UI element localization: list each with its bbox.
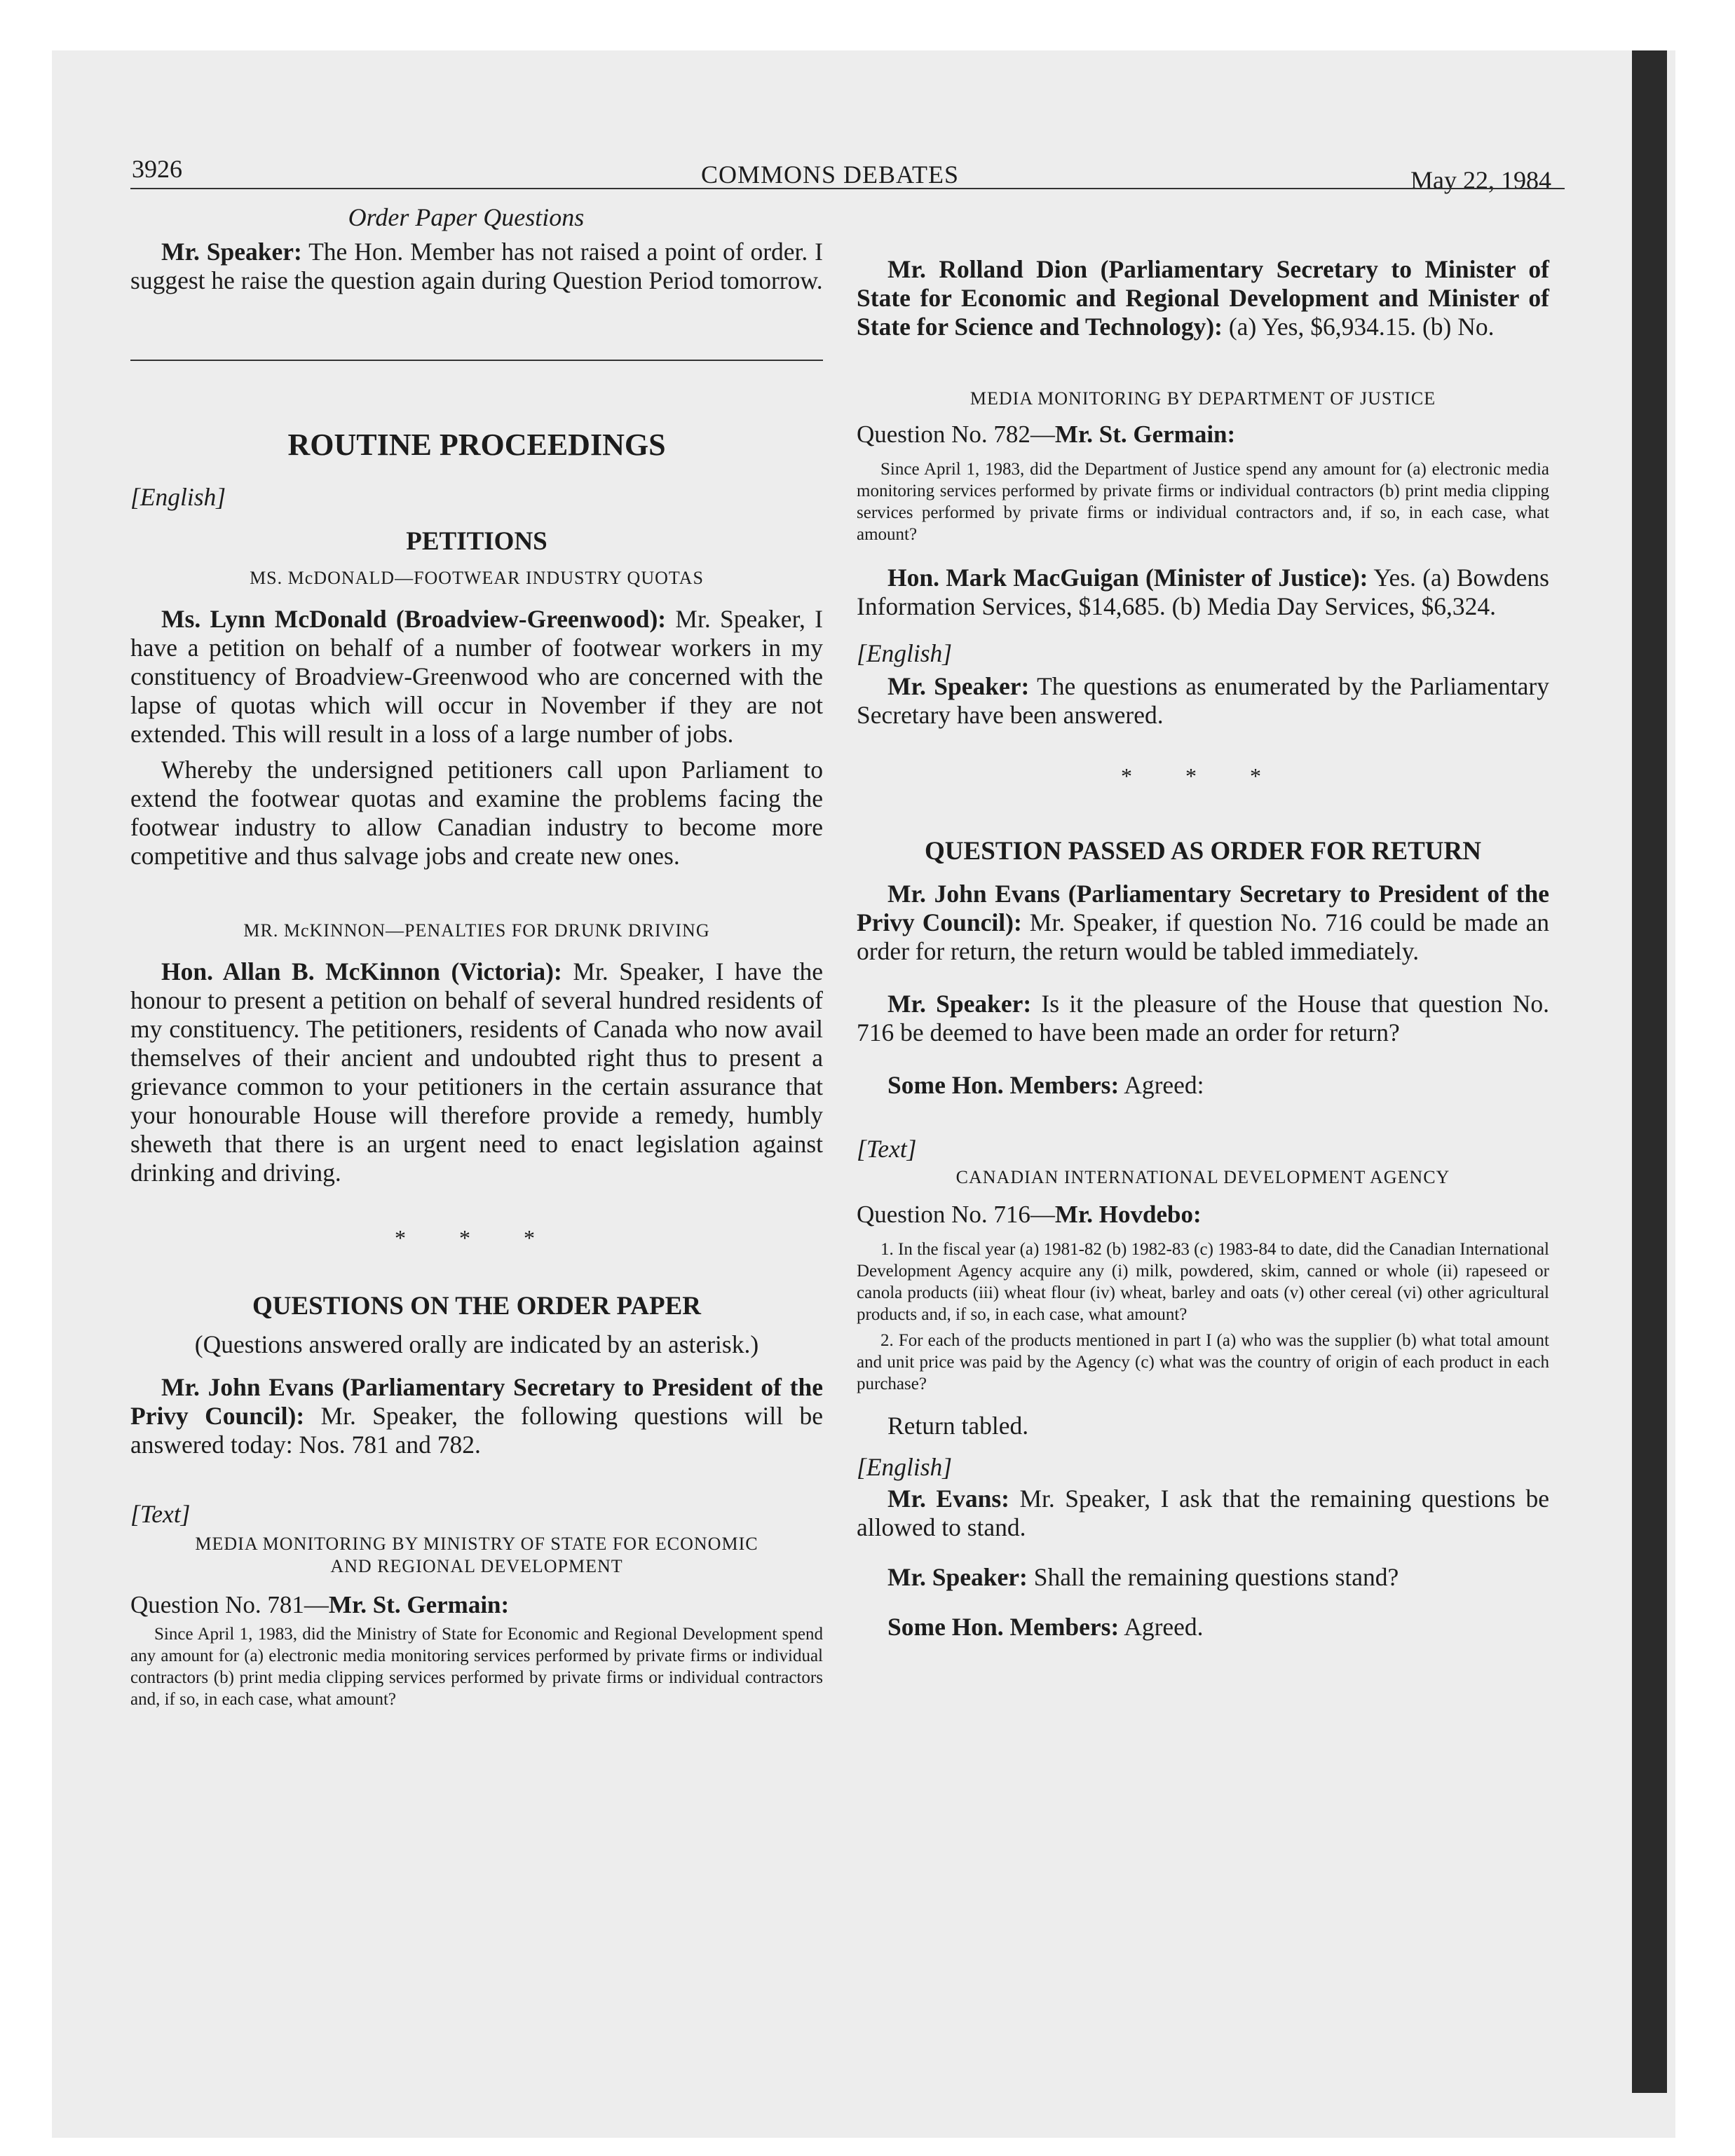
speaker-paragraph: [130, 957, 823, 1187]
section-divider-stars: * * *: [395, 1225, 559, 1250]
asterisk-note: (Questions answered orally are indicated by an asterisk.): [194, 1330, 759, 1358]
return-tabled: Return tabled.: [887, 1412, 1029, 1440]
speaker-name: Mr. Speaker:: [887, 1563, 1028, 1591]
language-tag: [Text]: [130, 1500, 191, 1528]
journal-title: COMMONS DEBATES: [701, 161, 960, 189]
right-column: [857, 255, 1549, 1642]
member-name: Mr. St. Germain:: [1054, 421, 1236, 448]
speaker-paragraph: [857, 1485, 1549, 1542]
section-divider-stars: * * *: [1121, 763, 1285, 789]
question-heading: [857, 420, 1549, 449]
speech-text: Mr. Speaker, the following questions will be answered today: Nos. 781 and 782.: [130, 1402, 824, 1459]
speaker-paragraph: [857, 1563, 1549, 1592]
question-number: Question No. 716—: [857, 1201, 1055, 1228]
language-tag: [English]: [857, 639, 953, 667]
section-rule: [130, 360, 823, 361]
speaker-name: Some Hon. Members:: [887, 1071, 1120, 1099]
section-heading: QUESTIONS ON THE ORDER PAPER: [252, 1292, 702, 1321]
question-text: Since April 1, 1983, did the Department of Justice spend any amount for (a) electronic media monitoring services performed by private firms or individual contractors (b) print media clipping services performed by private firms or individual contractors and, if so, in each case, what amount?: [857, 460, 1549, 544]
section-heading: Order Paper Questions: [348, 203, 585, 231]
subsection-heading: PETITIONS: [406, 527, 547, 556]
petition-title: MR. McKINNON—PENALTIES FOR DRUNK DRIVING: [243, 920, 710, 941]
speaker-name: Hon. Allan B. McKinnon (Victoria):: [161, 957, 562, 985]
language-tag: [Text]: [857, 1135, 917, 1163]
speech-text: Mr. Speaker, I have a petition on behalf of a number of footwear workers in my constituency of Broadview-Greenwood who are concerned with the lapse of quotas which will occur in November if they are not extended. This will result in a loss of a large number of jobs.: [130, 605, 823, 748]
header-date: May 22, 1984: [1410, 166, 1551, 194]
question-title: MEDIA MONITORING BY DEPARTMENT OF JUSTICE: [969, 388, 1436, 409]
question-title: MEDIA MONITORING BY MINISTRY OF STATE FOR ECONOMIC AND REGIONAL DEVELOPMENT: [195, 1534, 758, 1576]
question-text: Since April 1, 1983, did the Ministry of State for Economic and Regional Development spend any amount for (a) electronic media monitoring services performed by private firms or individual contractors (b) print media clipping services performed by private firms or individual contractors and, if so, in each case, what amount?: [130, 1625, 823, 1709]
speaker-paragraph: [857, 564, 1549, 621]
question-heading: [130, 1590, 823, 1619]
speech-text: Agreed.: [1119, 1613, 1204, 1641]
speaker-name: Mr. John Evans (Parliamentary Secretary to President of the Privy Council):: [130, 1373, 823, 1430]
speech-text: The questions as enumerated by the Parliamentary Secretary have been answered.: [857, 672, 1549, 729]
speaker-name: Some Hon. Members:: [887, 1613, 1120, 1641]
speaker-paragraph: [857, 1071, 1549, 1100]
question-number: Question No. 782—: [857, 421, 1055, 448]
scan-edge-shadow: [1632, 50, 1667, 2093]
language-tag: [English]: [130, 483, 226, 511]
speech-text: (a) Yes, $6,934.15. (b) No.: [1222, 313, 1495, 341]
speech-text: Mr. Speaker, I have the honour to present a petition on behalf of several hundred residents of my constituency. The petitioners, residents of Canada who now avail themselves of their ancient and undoubted right thus to present a grievance common to your petitioners in the certain assurance that your honourable House will therefore provide a remedy, humbly sheweth that there is an urgent need to enact legislation against drinking and driving.: [130, 957, 823, 1187]
question-heading: [857, 1200, 1549, 1229]
question-text: 2. For each of the products mentioned in part I (a) who was the supplier (b) what total amount and unit price was paid by the Agency (c) what was the country of origin of each product in each purchase?: [857, 1331, 1549, 1393]
speech-text: Is it the pleasure of the House that question No. 716 be deemed to have been made an order for return?: [857, 990, 1549, 1046]
speaker-paragraph: [130, 1373, 823, 1459]
speaker-name: Mr. Speaker:: [887, 672, 1030, 700]
speaker-paragraph: [857, 880, 1549, 966]
speech-text: The Hon. Member has not raised a point of order. I suggest he raise the question again during Question Period tomorrow.: [130, 238, 824, 294]
page-number: 3926: [132, 155, 182, 183]
speaker-name: Hon. Mark MacGuigan (Minister of Justice):: [887, 564, 1368, 592]
speaker-name: Mr. Speaker:: [887, 990, 1032, 1018]
language-tag: [English]: [857, 1453, 953, 1481]
speech-text: Mr. Speaker, I ask that the remaining questions be allowed to stand.: [857, 1485, 1549, 1541]
petition-title: MS. McDONALD—FOOTWEAR INDUSTRY QUOTAS: [250, 568, 704, 588]
speaker-name: Mr. Speaker:: [161, 238, 302, 266]
speaker-name: Ms. Lynn McDonald (Broadview-Greenwood):: [161, 605, 667, 633]
speaker-paragraph: [857, 255, 1549, 341]
speech-text: Agreed:: [1119, 1071, 1204, 1099]
header-rule: [130, 188, 1565, 189]
speaker-paragraph: [857, 1613, 1549, 1642]
question-number: Question No. 781—: [130, 1591, 329, 1618]
speaker-name: Mr. Evans:: [887, 1485, 1009, 1513]
member-name: Mr. St. Germain:: [328, 1591, 510, 1618]
section-heading: ROUTINE PROCEEDINGS: [287, 428, 666, 462]
section-heading: QUESTION PASSED AS ORDER FOR RETURN: [925, 837, 1481, 866]
speech-text: Shall the remaining questions stand?: [1027, 1563, 1399, 1591]
speaker-paragraph: [130, 605, 823, 749]
speaker-name: Mr. Rolland Dion (Parliamentary Secretary to Minister of State for Economic and Regional Development and Minister of State for Science and Technology):: [857, 255, 1549, 341]
left-column: [130, 203, 823, 1710]
speaker-paragraph: [857, 672, 1549, 730]
speech-text: Yes. (a) Bowdens Information Services, $14,685. (b) Media Day Services, $6,324.: [857, 564, 1549, 620]
question-text: 1. In the fiscal year (a) 1981-82 (b) 1982-83 (c) 1983-84 to date, did the Canadian International Development Agency acquire any (i) milk, powdered, skim, canned or whole (ii) rapeseed or canola products (iii) wheat flour (iv) wheat, barley and oats (v) other cereal (vi) other agricultural products and, if so, in each case, what amount?: [857, 1240, 1549, 1324]
question-title: CANADIAN INTERNATIONAL DEVELOPMENT AGENCY: [955, 1167, 1450, 1187]
speech-text: Mr. Speaker, if question No. 716 could be made an order for return, the return would be tabled immediately.: [857, 908, 1549, 965]
speaker-paragraph: [130, 238, 823, 295]
speech-paragraph: Whereby the undersigned petitioners call upon Parliament to extend the footwear quotas and examine the problems facing the footwear industry to allow Canadian industry to become more competitive and thus salvage jobs and create new ones.: [130, 756, 823, 870]
speaker-name: Mr. John Evans (Parliamentary Secretary to President of the Privy Council):: [857, 880, 1549, 936]
speaker-paragraph: [857, 990, 1549, 1047]
member-name: Mr. Hovdebo:: [1054, 1201, 1202, 1228]
